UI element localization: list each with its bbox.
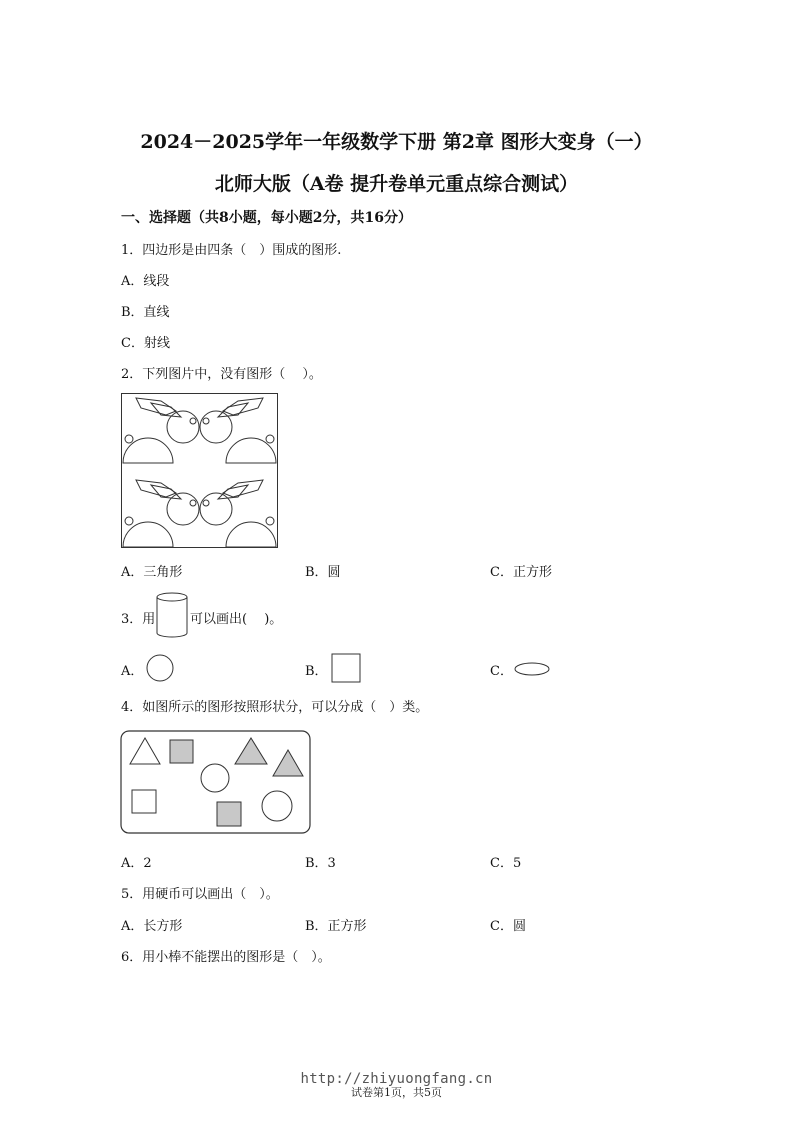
question-3-option-b: B． (305, 664, 328, 679)
footer-page-number: 试卷第1页，共5页 (351, 1086, 442, 1099)
question-3-stem-post: 可以画出( )。 (190, 612, 283, 627)
question-2-option-b: B．圆 (305, 565, 341, 580)
section-heading: 一、选择题（共8小题，每小题2分，共16分） (121, 210, 412, 226)
question-4-option-c: C．5 (490, 856, 522, 871)
rabbits-figure (121, 393, 278, 548)
page-title-line2: 北师大版（A卷 提升卷单元重点综合测试） (214, 173, 579, 195)
question-1-option-a: A．线段 (121, 274, 170, 289)
question-4-stem: 4．如图所示的图形按照形状分，可以分成（ ）类。 (121, 700, 429, 715)
question-5-option-a: A．长方形 (121, 919, 183, 934)
question-3-stem-pre: 3．用 (121, 612, 156, 627)
footer-watermark: http://zhiyuongfang.cn (300, 1071, 493, 1087)
cylinder-icon (155, 591, 190, 641)
question-5-option-c: C．圆 (490, 919, 526, 934)
ellipse-shape-icon (513, 661, 551, 677)
question-1-stem: 1．四边形是由四条（ ）围成的图形. (121, 243, 342, 258)
question-4-option-a: A．2 (121, 856, 152, 871)
circle-shape-icon (145, 654, 175, 682)
question-3-option-c: C． (490, 664, 513, 679)
question-1-option-b: B．直线 (121, 305, 170, 320)
question-5-option-b: B．正方形 (305, 919, 367, 934)
shapes-group-figure (120, 730, 312, 835)
question-2-option-a: A．三角形 (121, 565, 183, 580)
question-6-stem: 6．用小棒不能摆出的图形是（ ）。 (121, 950, 331, 965)
question-5-stem: 5．用硬币可以画出（ ）。 (121, 887, 279, 902)
page-title-line1: 2024－2025学年一年级数学下册 第2章 图形大变身（一） (140, 131, 653, 153)
square-shape-icon (331, 653, 361, 683)
question-4-option-b: B．3 (305, 856, 336, 871)
question-3-option-a: A． (121, 664, 144, 679)
question-2-option-c: C．正方形 (490, 565, 552, 580)
question-1-option-c: C．射线 (121, 336, 170, 351)
question-2-stem: 2．下列图片中，没有图形（ ）。 (121, 367, 322, 382)
